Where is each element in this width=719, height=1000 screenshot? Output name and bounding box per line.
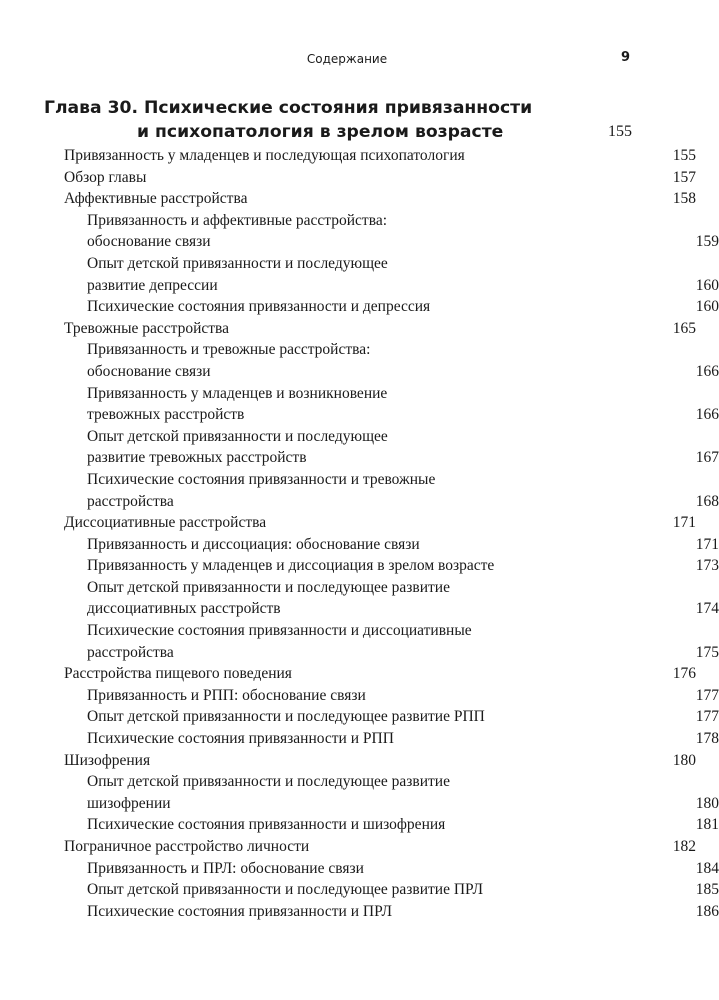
toc-entry-title: Психические состояния привязанности и диссоциативные (87, 622, 472, 640)
toc-entry-title: Психические состояния привязанности и ПРЛ (87, 902, 393, 920)
toc-subentry (0, 685, 719, 707)
toc-entry-title: Привязанность у младенцев и возникновение (87, 384, 388, 402)
toc-entry-title-cont: шизофрении (87, 794, 171, 812)
toc-entry-page: 185 (695, 881, 719, 899)
toc-subentry (0, 383, 719, 426)
toc-entry-page: 177 (695, 686, 719, 704)
toc-entry-page: 184 (695, 859, 719, 877)
toc-entry-title: Привязанность и ПРЛ: обоснование связи (87, 859, 364, 877)
toc-subentry (0, 901, 719, 923)
toc-subentry (0, 534, 719, 556)
toc-entry-title: Опыт детской привязанности и последующее (87, 254, 388, 272)
toc-entry-page: 166 (695, 406, 719, 424)
toc-entry-title-cont: развитие депрессии (87, 276, 218, 294)
toc-entry-title: Тревожные расстройства (64, 319, 230, 337)
toc-entry-title-cont: обоснование связи (87, 233, 211, 251)
toc-entry-title: Пограничное расстройство личности (64, 838, 310, 855)
toc-entry-title: Расстройства пищевого поведения (64, 665, 292, 683)
toc-subentry (0, 210, 719, 253)
toc-entry-title: Психические состояния привязанности и депрессия (87, 298, 431, 316)
toc-subentry (0, 296, 719, 318)
toc-entry-title: Опыт детской привязанности и последующее развитие ПРЛ (87, 881, 483, 899)
toc-entry-title: Привязанность и тревожные расстройства: (87, 341, 371, 359)
toc-entry-title: Привязанность у младенцев и последующая психопатология (64, 147, 465, 164)
toc-subentry (0, 771, 719, 814)
running-title: Содержание (306, 52, 388, 66)
toc-subentry (0, 879, 719, 901)
chapter-title-line-1: Глава 30. Психические состояния привязанности (44, 98, 533, 118)
toc-entry-title: Опыт детской привязанности и последующее развитие РПП (87, 708, 485, 726)
toc-entry-page: 171 (672, 514, 696, 532)
toc-subentry (0, 858, 719, 880)
toc-entry-title: Психические состояния привязанности и РПП (87, 730, 394, 748)
toc-entry-page: 168 (695, 492, 719, 510)
toc-entry-title-cont: расстройства (87, 492, 174, 510)
toc-subentry (0, 555, 719, 577)
toc-entry-page: 180 (672, 751, 696, 769)
toc-entry-page: 181 (695, 816, 719, 834)
toc-entry-page: 182 (672, 838, 696, 855)
toc-subentry (0, 426, 719, 469)
toc-entry-title: Опыт детской привязанности и последующее развитие (87, 578, 450, 596)
toc-entry-page: 165 (672, 319, 696, 337)
toc-entry-page: 174 (695, 600, 719, 618)
toc-subentry (0, 577, 719, 620)
chapter-heading (44, 96, 632, 144)
toc-entry-page: 178 (695, 730, 719, 748)
toc-entry (0, 836, 696, 858)
toc-entry-page: 160 (695, 298, 719, 316)
toc-entry-title-cont: расстройства (87, 643, 174, 661)
toc-entry-title: Привязанность у младенцев и диссоциация в зрелом возрасте (87, 557, 495, 575)
toc-entry-title: Аффективные расстройства (64, 190, 248, 208)
toc-entry (0, 663, 696, 685)
toc-entry (0, 512, 696, 534)
toc-subentry (0, 706, 719, 728)
toc-entry-title: Опыт детской привязанности и последующее (87, 427, 388, 445)
toc-entry-page: 157 (672, 168, 696, 186)
page-number: 9 (620, 50, 630, 65)
toc-entry (0, 750, 696, 772)
toc-entry-page: 155 (672, 147, 696, 164)
toc-entry (0, 188, 696, 210)
toc-subentry (0, 814, 719, 836)
toc-subentry (0, 620, 719, 663)
toc-entry-title-cont: диссоциативных расстройств (87, 600, 281, 618)
toc-entry-title: Привязанность и аффективные расстройства: (87, 211, 388, 229)
toc-entry-title: Психические состояния привязанности и шизофрения (87, 816, 446, 834)
toc-entry-page: 176 (672, 665, 696, 683)
toc-entry-page: 171 (695, 535, 719, 553)
toc-entry-page: 159 (695, 233, 719, 251)
toc-entry (0, 318, 696, 340)
toc-entry-page: 173 (695, 557, 719, 575)
toc-entry-page: 166 (695, 362, 719, 380)
toc-entry-page: 186 (695, 902, 719, 920)
toc-subentry (0, 339, 719, 382)
toc-entry (0, 145, 696, 167)
table-of-contents (0, 145, 719, 922)
toc-entry-title: Опыт детской привязанности и последующее развитие (87, 773, 450, 791)
toc-entry-page: 177 (695, 708, 719, 726)
toc-entry-page: 158 (672, 190, 696, 208)
toc-subentry (0, 728, 719, 750)
toc-entry-page: 167 (695, 449, 719, 467)
toc-entry-page: 175 (695, 643, 719, 661)
toc-entry-title: Психические состояния привязанности и тревожные (87, 470, 436, 488)
toc-entry-title: Привязанность и диссоциация: обоснование связи (87, 535, 420, 553)
toc-entry (0, 167, 696, 189)
toc-entry-title-cont: обоснование связи (87, 362, 211, 380)
toc-entry-title-cont: развитие тревожных расстройств (87, 449, 307, 467)
chapter-title-line-2: и психопатология в зрелом возрасте (137, 122, 504, 142)
running-header (64, 50, 630, 70)
toc-entry-title: Обзор главы (64, 168, 147, 186)
toc-subentry (0, 253, 719, 296)
toc-entry-page: 160 (695, 276, 719, 294)
toc-entry-title-cont: тревожных расстройств (87, 406, 245, 424)
toc-entry-title: Шизофрения (64, 751, 151, 769)
toc-subentry (0, 469, 719, 512)
chapter-page-number: 155 (608, 123, 632, 140)
toc-entry-page: 180 (695, 794, 719, 812)
toc-entry-title: Диссоциативные расстройства (64, 514, 267, 532)
toc-entry-title: Привязанность и РПП: обоснование связи (87, 686, 366, 704)
